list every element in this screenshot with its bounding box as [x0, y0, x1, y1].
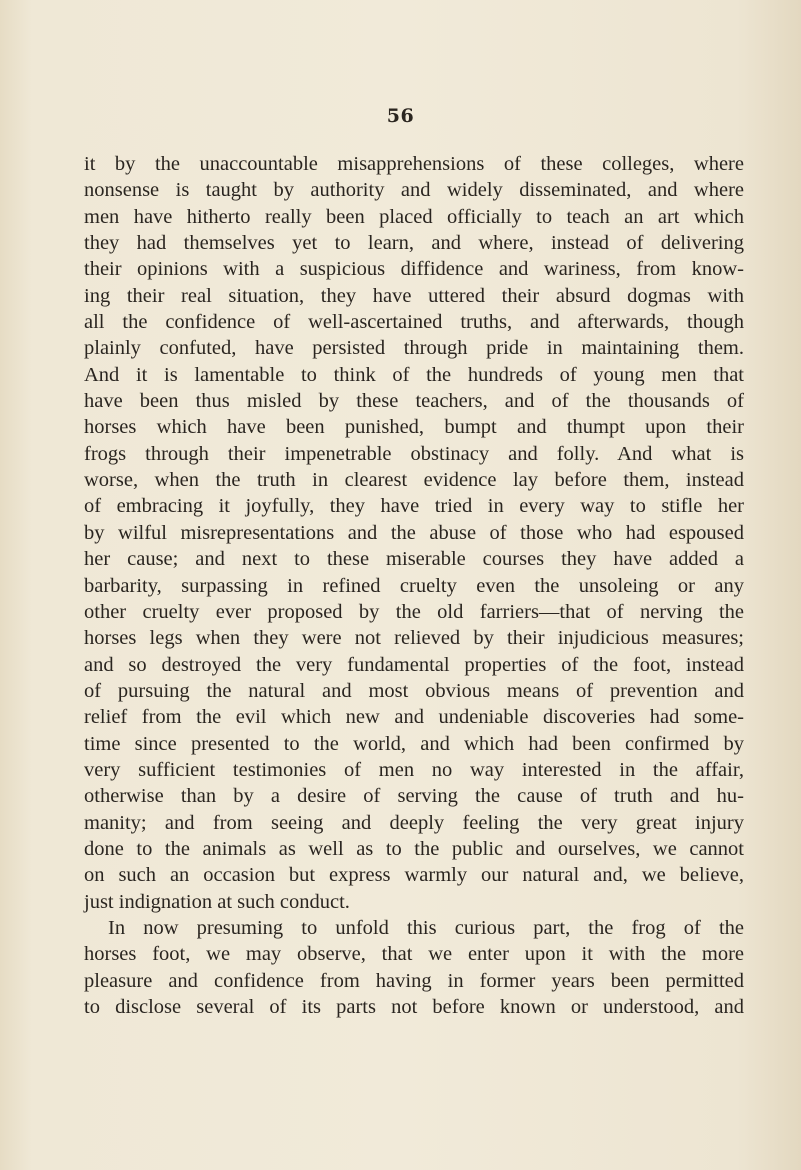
text-line: her cause; and next to these miserable courses they have added a	[84, 548, 744, 571]
text-line: of embracing it joyfully, they have tried in every way to stifle her	[84, 495, 744, 518]
text-line: men have hitherto really been placed officially to teach an art which	[84, 205, 744, 228]
page-number: 56	[386, 105, 415, 127]
text-line: plainly confuted, have persisted through pride in maintaining them.	[84, 337, 744, 360]
text-line: to disclose several of its parts not before known or understood, and	[84, 996, 744, 1018]
text-line: And it is lamentable to think of the hundreds of young men that	[84, 363, 744, 386]
text-line: barbarity, surpassing in refined cruelty even the unsoleing or any	[84, 574, 744, 597]
text-line: nonsense is taught by authority and widely disseminated, and where	[84, 179, 744, 202]
text-line: their opinions with a suspicious diffidence and wariness, from know-	[84, 258, 744, 281]
text-line: by wilful misrepresentations and the abuse of those who had espoused	[84, 521, 744, 544]
text-line: time since presented to the world, and which had been confirmed by	[84, 732, 744, 755]
text-line: done to the animals as well as to the public and ourselves, we cannot	[84, 837, 744, 860]
text-line: on such an occasion but express warmly our natural and, we believe,	[84, 864, 744, 887]
text-line: and so destroyed the very fundamental properties of the foot, instead	[84, 653, 744, 676]
text-line: pleasure and confidence from having in former years been permitted	[84, 969, 744, 992]
text-line: it by the unaccountable misapprehensions of these colleges, where	[84, 153, 744, 175]
text-line: all the confidence of well-ascertained truths, and afterwards, though	[84, 311, 744, 334]
text-line: otherwise than by a desire of serving the cause of truth and hu-	[84, 785, 744, 808]
text-line-paragraph-start: In now presuming to unfold this curious part, the frog of the	[108, 916, 744, 939]
text-line: horses legs when they were not relieved by their injudicious measures;	[84, 627, 744, 650]
text-line: ing their real situation, they have uttered their absurd dogmas with	[84, 284, 744, 307]
text-line: horses foot, we may observe, that we enter upon it with the more	[84, 943, 744, 966]
text-line: frogs through their impenetrable obstinacy and folly. And what is	[84, 442, 744, 465]
text-line: other cruelty ever proposed by the old farriers—that of nerving the	[84, 600, 744, 623]
text-line: horses which have been punished, bumpt and thumpt upon their	[84, 416, 744, 439]
text-line: relief from the evil which new and undeniable discoveries had some-	[84, 706, 744, 729]
text-line: manity; and from seeing and deeply feeling the very great injury	[84, 811, 744, 834]
text-line: they had themselves yet to learn, and where, instead of delivering	[84, 232, 744, 255]
text-line-paragraph-end: just indignation at such conduct.	[84, 890, 350, 913]
body-text	[84, 151, 744, 1020]
text-line: worse, when the truth in clearest evidence lay before them, instead	[84, 469, 744, 492]
text-line: have been thus misled by these teachers, and of the thousands of	[84, 390, 744, 413]
text-line: of pursuing the natural and most obvious means of prevention and	[84, 679, 744, 702]
text-line: very sufficient testimonies of men no way interested in the affair,	[84, 758, 744, 781]
